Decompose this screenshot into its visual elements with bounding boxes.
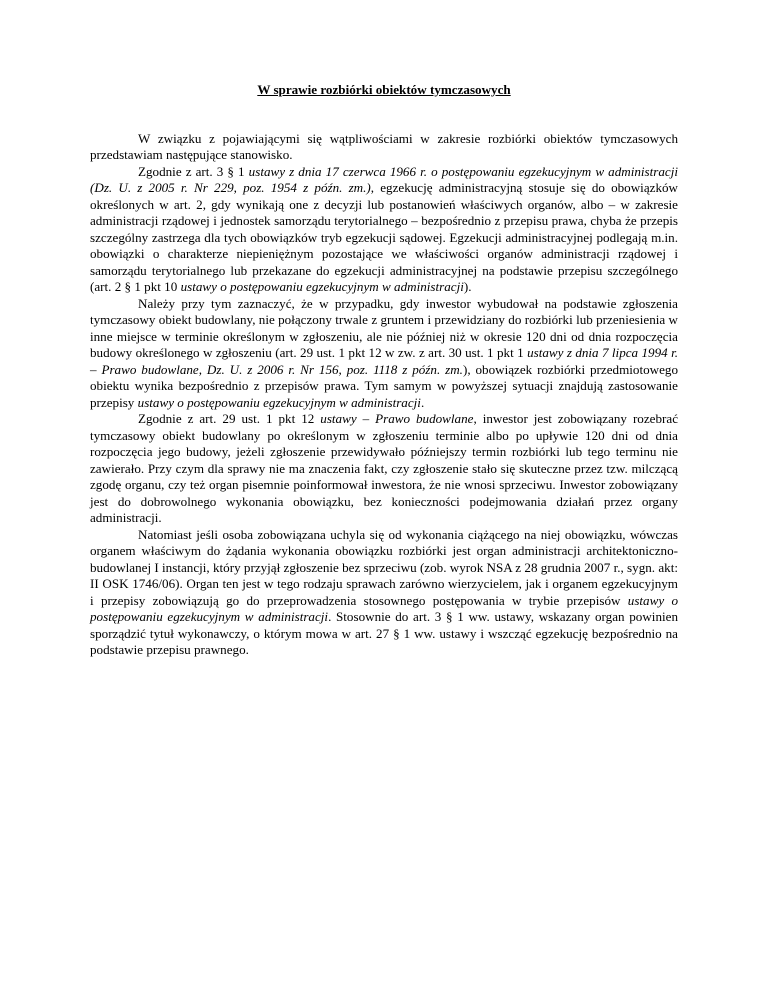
document-page: [90, 82, 678, 659]
paragraph-text: , inwestor jest zobowiązany rozebrać tymczasowy obiekt budowlany po określonym w zgłoszeniu terminie albo po upływie 120 dni od dnia rozpoczęcia jego budowy, jeżeli zgłoszenie przewidywało późniejszy termin rozbiórki lub tego terminu nie zawierało. Przy czym dla sprawy nie ma znaczenia fakt, czy zgłoszenie stało się skuteczne przez tzw. milczącą zgodę organu, czy też organ pisemnie poinformował inwestora, że nie wnosi sprzeciwu. Inwestor zobowiązany jest do dobrowolnego wykonania obowiązku, bez konieczności podejmowania działań przez organy administracji.: [90, 411, 679, 525]
paragraph-text: Natomiast jeśli osoba zobowiązana uchyla się od wykonania ciążącego na niej obowiązku, wówczas organem właściwym do żądania wykonania obowiązku rozbiórki jest organ administracji architektoniczno-budowlanej I instancji, który przyjął zgłoszenie bez sprzeciwu (zob. wyrok NSA z 28 grudnia 2007 r., sygn. akt: II OSK 1746/06). Organ ten jest w tego rodzaju sprawach zarówno wierzycielem, jak i organem egzekucyjnym i przepisy zobowiązują go do przeprowadzenia stosownego postępowania w trybie przepisów: [90, 526, 678, 608]
paragraph-text: Zgodnie z art. 29 ust. 1 pkt 12: [138, 411, 321, 426]
citation-text: ustawy o postępowaniu egzekucyjnym w administracji: [90, 592, 678, 624]
paragraph-text: .: [420, 394, 425, 410]
paragraph-text: Zgodnie z art. 3 § 1: [138, 163, 249, 179]
paragraph-2: [90, 164, 678, 296]
paragraph-text: . Stosownie do art. 3 § 1 ww. ustawy, wskazany organ powinien sporządzić tytuł wykonawczy, o którym mowa w art. 27 § 1 ww. ustawy i wszcząć egzekucję bezpośrednio na podstawie przepisu prawnego.: [90, 609, 678, 657]
document-body: [90, 131, 678, 659]
paragraph-text: ), obowiązek rozbiórki przedmiotowego obiektu wynika bezpośrednio z przepisów prawa. Tym samym w powyższej sytuacji znajdują zastosowanie przepisy: [90, 361, 678, 410]
document-title: W sprawie rozbiórki obiektów tymczasowych: [257, 82, 511, 97]
citation-text: ustawy z dnia 7 lipca 1994 r. – Prawo budowlane, Dz. U. z 2006 r. Nr 156, poz. 1118 z późn. zm.: [90, 345, 678, 377]
paragraph-text: Należy przy tym zaznaczyć, że w przypadku, gdy inwestor wybudował na podstawie zgłoszenia tymczasowy obiekt budowlany, nie połączony trwale z gruntem i przewidziany do rozbiórki lub przeniesienia w inne miejsce w terminie określonym w zgłoszeniu, ale nie później niż w okresie 120 dni od dnia rozpoczęcia budowy określonego w zgłoszeniu (art. 29 ust. 1 pkt 12 w zw. z art. 30 ust. 1 pkt 1: [90, 295, 678, 360]
paragraph-5: [90, 527, 678, 659]
paragraph-text: ).: [463, 279, 472, 294]
citation-text: ustawy o postępowaniu egzekucyjnym w administracji: [137, 394, 421, 410]
paragraph-3: [90, 296, 678, 412]
paragraph-text: W związku z pojawiającymi się wątpliwościami w zakresie rozbiórki obiektów tymczasowych przedstawiam następujące stanowisko.: [90, 130, 678, 162]
paragraph-text: , egzekucję administracyjną stosuje się do obowiązków określonych w art. 2, gdy wynikają one z decyzji lub postanowień właściwych organów, albo – w zakresie administracji rządowej i jednostek samorządu terytorialnego – bezpośrednio z przepisu prawa, chyba że przepis szczególny zastrzega dla tych obowiązków tryb egzekucji sądowej. Egzekucji administracyjnej podlegają m.in. obowiązki o charakterze niepieniężnym pozostające we właściwości organów administracji rządowej i samorządu terytorialnego lub przekazane do egzekucji administracyjnej na podstawie przepisu szczególnego (art. 2 § 1 pkt 10: [90, 180, 678, 294]
paragraph-4: [90, 411, 678, 527]
citation-text: ustawy z dnia 17 czerwca 1966 r. o postępowaniu egzekucyjnym w administracji (Dz. U. z 2005 r. Nr 229, poz. 1954 z późn. zm.): [90, 163, 678, 195]
citation-text: ustawy o postępowaniu egzekucyjnym w administracji: [180, 279, 464, 294]
citation-text: ustawy – Prawo budowlane: [320, 411, 474, 426]
paragraph-1: [90, 131, 678, 164]
